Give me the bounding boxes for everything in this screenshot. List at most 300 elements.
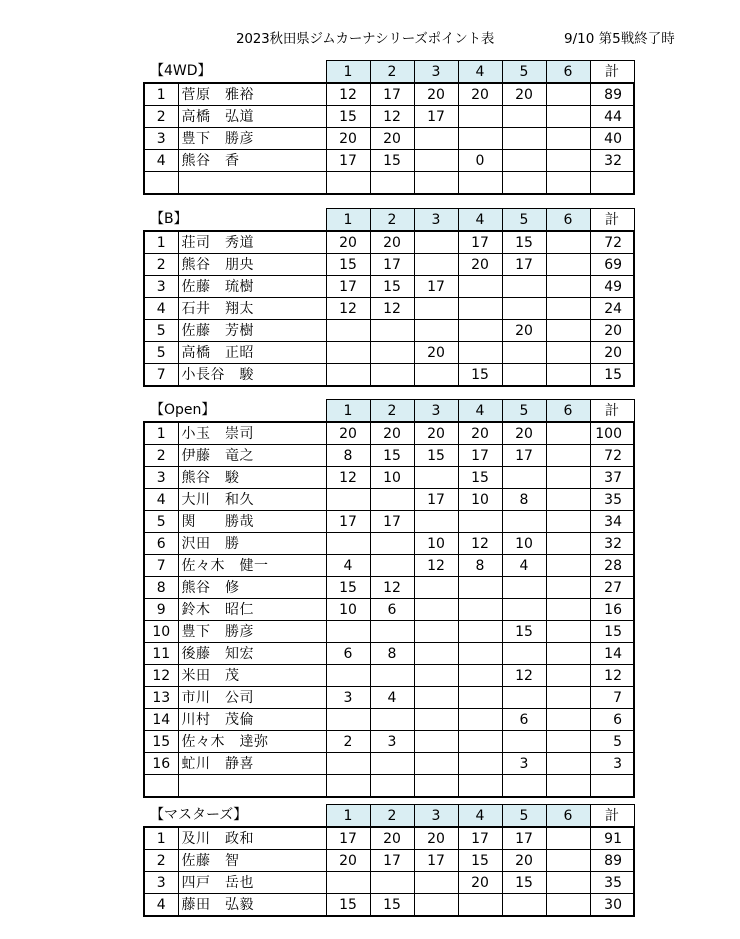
driver-name-cell: 伊藤 竜之 xyxy=(178,445,326,467)
score-cell-round-3: 17 xyxy=(414,106,458,128)
table-header-row xyxy=(144,400,634,423)
score-cell-round-5 xyxy=(502,364,546,387)
driver-name-cell: 石井 翔太 xyxy=(178,298,326,320)
score-cell-round-4 xyxy=(458,621,502,643)
total-cell: 34 xyxy=(590,511,634,533)
score-cell-round-6 xyxy=(546,753,590,775)
score-cell-round-5: 4 xyxy=(502,555,546,577)
score-cell-round-4 xyxy=(458,753,502,775)
score-cell-round-5: 15 xyxy=(502,872,546,894)
table-row xyxy=(144,150,634,172)
rank-cell: 4 xyxy=(144,489,178,511)
score-cell-round-1 xyxy=(326,775,370,798)
score-cell-round-6 xyxy=(546,731,590,753)
column-header-round-4: 4 xyxy=(458,400,502,423)
score-cell-round-6 xyxy=(546,172,590,195)
score-cell-round-5: 17 xyxy=(502,445,546,467)
score-cell-round-4 xyxy=(458,128,502,150)
total-cell: 72 xyxy=(590,231,634,254)
column-header-round-5: 5 xyxy=(502,805,546,828)
rank-cell: 11 xyxy=(144,643,178,665)
rank-cell xyxy=(144,172,178,195)
total-cell: 35 xyxy=(590,489,634,511)
score-cell-round-6 xyxy=(546,643,590,665)
score-cell-round-6 xyxy=(546,687,590,709)
score-cell-round-4: 10 xyxy=(458,489,502,511)
score-cell-round-2 xyxy=(370,342,414,364)
score-cell-round-3: 17 xyxy=(414,489,458,511)
score-cell-round-2 xyxy=(370,709,414,731)
rank-cell: 9 xyxy=(144,599,178,621)
column-header-round-3: 3 xyxy=(414,805,458,828)
rank-cell: 2 xyxy=(144,254,178,276)
score-cell-round-5 xyxy=(502,276,546,298)
score-cell-round-6 xyxy=(546,342,590,364)
score-cell-round-1 xyxy=(326,342,370,364)
score-cell-round-6 xyxy=(546,489,590,511)
score-cell-round-6 xyxy=(546,298,590,320)
column-header-total: 計 xyxy=(590,209,634,232)
total-cell: 6 xyxy=(590,709,634,731)
driver-name-cell: 熊谷 香 xyxy=(178,150,326,172)
score-cell-round-3 xyxy=(414,577,458,599)
score-cell-round-3 xyxy=(414,872,458,894)
score-cell-round-4: 0 xyxy=(458,150,502,172)
table-row xyxy=(144,83,634,106)
rank-cell: 3 xyxy=(144,128,178,150)
rank-cell: 7 xyxy=(144,364,178,387)
table-row xyxy=(144,320,634,342)
score-cell-round-6 xyxy=(546,850,590,872)
score-cell-round-2 xyxy=(370,621,414,643)
score-cell-round-2 xyxy=(370,320,414,342)
score-cell-round-3 xyxy=(414,172,458,195)
table-row xyxy=(144,753,634,775)
total-cell: 14 xyxy=(590,643,634,665)
table-row xyxy=(144,827,634,850)
score-cell-round-4: 20 xyxy=(458,422,502,445)
score-cell-round-3 xyxy=(414,621,458,643)
score-cell-round-5 xyxy=(502,687,546,709)
driver-name-cell: 関 勝哉 xyxy=(178,511,326,533)
score-cell-round-6 xyxy=(546,150,590,172)
driver-name-cell: 高橋 弘道 xyxy=(178,106,326,128)
table-row xyxy=(144,731,634,753)
score-cell-round-3: 17 xyxy=(414,850,458,872)
score-cell-round-1 xyxy=(326,872,370,894)
driver-name-cell: 米田 茂 xyxy=(178,665,326,687)
score-cell-round-5: 20 xyxy=(502,320,546,342)
table-row xyxy=(144,128,634,150)
column-header-round-5: 5 xyxy=(502,400,546,423)
rank-cell: 10 xyxy=(144,621,178,643)
score-cell-round-6 xyxy=(546,827,590,850)
column-header-total: 計 xyxy=(590,61,634,84)
score-cell-round-3 xyxy=(414,150,458,172)
column-header-round-3: 3 xyxy=(414,400,458,423)
table-row xyxy=(144,342,634,364)
section-label: 【B】 xyxy=(144,209,326,232)
score-cell-round-4 xyxy=(458,577,502,599)
score-cell-round-4 xyxy=(458,342,502,364)
score-cell-round-4: 8 xyxy=(458,555,502,577)
total-cell: 32 xyxy=(590,150,634,172)
driver-name-cell xyxy=(178,775,326,798)
rank-cell: 3 xyxy=(144,872,178,894)
table-row xyxy=(144,106,634,128)
table-row xyxy=(144,687,634,709)
table-header-row xyxy=(144,61,634,84)
column-header-round-1: 1 xyxy=(326,805,370,828)
score-cell-round-6 xyxy=(546,511,590,533)
total-cell: 20 xyxy=(590,342,634,364)
score-cell-round-3 xyxy=(414,643,458,665)
table-row xyxy=(144,555,634,577)
score-cell-round-4: 17 xyxy=(458,827,502,850)
total-cell: 15 xyxy=(590,621,634,643)
column-header-round-1: 1 xyxy=(326,209,370,232)
score-cell-round-3: 15 xyxy=(414,445,458,467)
score-cell-round-2: 12 xyxy=(370,298,414,320)
total-cell: 49 xyxy=(590,276,634,298)
total-cell xyxy=(590,172,634,195)
score-cell-round-4 xyxy=(458,298,502,320)
rank-cell: 5 xyxy=(144,320,178,342)
points-table-masters xyxy=(143,804,635,917)
total-cell: 37 xyxy=(590,467,634,489)
driver-name-cell: 虻川 静喜 xyxy=(178,753,326,775)
score-cell-round-6 xyxy=(546,254,590,276)
column-header-round-1: 1 xyxy=(326,61,370,84)
points-table-4wd xyxy=(143,60,635,195)
column-header-round-3: 3 xyxy=(414,209,458,232)
score-cell-round-1: 2 xyxy=(326,731,370,753)
score-cell-round-5 xyxy=(502,150,546,172)
score-cell-round-2: 20 xyxy=(370,128,414,150)
table-row xyxy=(144,231,634,254)
score-cell-round-2: 17 xyxy=(370,850,414,872)
score-cell-round-2: 20 xyxy=(370,422,414,445)
score-cell-round-3 xyxy=(414,731,458,753)
rank-cell: 2 xyxy=(144,445,178,467)
score-cell-round-3: 10 xyxy=(414,533,458,555)
table-header-row xyxy=(144,805,634,828)
score-cell-round-1: 17 xyxy=(326,150,370,172)
rank-cell: 1 xyxy=(144,231,178,254)
column-header-round-6: 6 xyxy=(546,61,590,84)
score-cell-round-4 xyxy=(458,665,502,687)
total-cell: 35 xyxy=(590,872,634,894)
score-cell-round-4 xyxy=(458,894,502,917)
score-cell-round-1: 15 xyxy=(326,577,370,599)
table-row xyxy=(144,511,634,533)
score-cell-round-4: 20 xyxy=(458,254,502,276)
score-cell-round-5 xyxy=(502,643,546,665)
score-cell-round-1: 20 xyxy=(326,422,370,445)
column-header-round-4: 4 xyxy=(458,805,502,828)
score-cell-round-3 xyxy=(414,599,458,621)
score-cell-round-1: 15 xyxy=(326,894,370,917)
score-cell-round-6 xyxy=(546,364,590,387)
driver-name-cell: 大川 和久 xyxy=(178,489,326,511)
score-cell-round-2 xyxy=(370,775,414,798)
rank-cell: 4 xyxy=(144,894,178,917)
score-cell-round-3 xyxy=(414,511,458,533)
score-cell-round-6 xyxy=(546,106,590,128)
score-cell-round-3 xyxy=(414,687,458,709)
driver-name-cell: 熊谷 修 xyxy=(178,577,326,599)
table-row xyxy=(144,872,634,894)
total-cell xyxy=(590,775,634,798)
total-cell: 3 xyxy=(590,753,634,775)
driver-name-cell: 沢田 勝 xyxy=(178,533,326,555)
score-cell-round-1 xyxy=(326,709,370,731)
score-cell-round-1 xyxy=(326,172,370,195)
score-cell-round-5 xyxy=(502,731,546,753)
score-cell-round-3 xyxy=(414,665,458,687)
driver-name-cell: 菅原 雅裕 xyxy=(178,83,326,106)
score-cell-round-6 xyxy=(546,533,590,555)
driver-name-cell: 佐々木 達弥 xyxy=(178,731,326,753)
section-label: 【Open】 xyxy=(144,400,326,423)
score-cell-round-6 xyxy=(546,467,590,489)
section-masters xyxy=(143,804,635,917)
score-cell-round-5: 20 xyxy=(502,422,546,445)
score-cell-round-2: 15 xyxy=(370,276,414,298)
score-cell-round-2 xyxy=(370,753,414,775)
table-row xyxy=(144,599,634,621)
rank-cell: 3 xyxy=(144,276,178,298)
score-cell-round-3: 12 xyxy=(414,555,458,577)
driver-name-cell: 豊下 勝彦 xyxy=(178,128,326,150)
score-cell-round-5: 20 xyxy=(502,850,546,872)
total-cell: 5 xyxy=(590,731,634,753)
column-header-round-2: 2 xyxy=(370,400,414,423)
table-row xyxy=(144,621,634,643)
score-cell-round-5: 17 xyxy=(502,254,546,276)
score-cell-round-5: 20 xyxy=(502,83,546,106)
score-cell-round-6 xyxy=(546,665,590,687)
driver-name-cell: 佐藤 琉樹 xyxy=(178,276,326,298)
table-row xyxy=(144,254,634,276)
driver-name-cell: 熊谷 駿 xyxy=(178,467,326,489)
score-cell-round-3: 20 xyxy=(414,83,458,106)
score-cell-round-1: 6 xyxy=(326,643,370,665)
score-cell-round-2 xyxy=(370,872,414,894)
score-cell-round-4 xyxy=(458,320,502,342)
score-cell-round-1 xyxy=(326,665,370,687)
score-cell-round-1 xyxy=(326,753,370,775)
score-cell-round-3 xyxy=(414,467,458,489)
score-cell-round-6 xyxy=(546,872,590,894)
column-header-round-2: 2 xyxy=(370,209,414,232)
score-cell-round-2: 3 xyxy=(370,731,414,753)
driver-name-cell: 小長谷 駿 xyxy=(178,364,326,387)
score-cell-round-4: 20 xyxy=(458,83,502,106)
page-title: 2023秋田県ジムカーナシリーズポイント表 xyxy=(236,31,495,47)
table-row xyxy=(144,422,634,445)
score-cell-round-2: 17 xyxy=(370,254,414,276)
total-cell: 15 xyxy=(590,364,634,387)
score-cell-round-4 xyxy=(458,775,502,798)
points-table-b xyxy=(143,208,635,387)
score-cell-round-2: 12 xyxy=(370,106,414,128)
score-cell-round-2: 6 xyxy=(370,599,414,621)
score-cell-round-2 xyxy=(370,555,414,577)
score-cell-round-3 xyxy=(414,894,458,917)
rank-cell: 2 xyxy=(144,850,178,872)
total-cell: 20 xyxy=(590,320,634,342)
table-row xyxy=(144,665,634,687)
rank-cell: 13 xyxy=(144,687,178,709)
driver-name-cell: 荘司 秀道 xyxy=(178,231,326,254)
score-cell-round-1: 12 xyxy=(326,298,370,320)
column-header-round-5: 5 xyxy=(502,209,546,232)
table-row xyxy=(144,709,634,731)
score-cell-round-2 xyxy=(370,489,414,511)
score-cell-round-1 xyxy=(326,364,370,387)
score-cell-round-2: 20 xyxy=(370,827,414,850)
rank-cell: 1 xyxy=(144,422,178,445)
score-cell-round-1 xyxy=(326,533,370,555)
rank-cell: 5 xyxy=(144,511,178,533)
score-cell-round-1: 10 xyxy=(326,599,370,621)
score-cell-round-3 xyxy=(414,753,458,775)
column-header-round-6: 6 xyxy=(546,209,590,232)
total-cell: 100 xyxy=(590,422,634,445)
score-cell-round-4 xyxy=(458,599,502,621)
score-cell-round-6 xyxy=(546,231,590,254)
column-header-round-2: 2 xyxy=(370,805,414,828)
total-cell: 69 xyxy=(590,254,634,276)
score-cell-round-2 xyxy=(370,172,414,195)
total-cell: 32 xyxy=(590,533,634,555)
score-cell-round-3 xyxy=(414,298,458,320)
score-cell-round-4 xyxy=(458,276,502,298)
score-cell-round-1: 20 xyxy=(326,850,370,872)
score-cell-round-5 xyxy=(502,894,546,917)
score-cell-round-2: 17 xyxy=(370,511,414,533)
table-row xyxy=(144,364,634,387)
score-cell-round-4: 20 xyxy=(458,872,502,894)
score-cell-round-3: 20 xyxy=(414,342,458,364)
table-row xyxy=(144,533,634,555)
score-cell-round-2: 20 xyxy=(370,231,414,254)
table-row xyxy=(144,775,634,798)
driver-name-cell: 佐藤 芳樹 xyxy=(178,320,326,342)
score-cell-round-4: 17 xyxy=(458,231,502,254)
driver-name-cell: 及川 政和 xyxy=(178,827,326,850)
score-cell-round-5 xyxy=(502,577,546,599)
section-4wd xyxy=(143,60,635,195)
total-cell: 28 xyxy=(590,555,634,577)
score-cell-round-1: 15 xyxy=(326,254,370,276)
score-cell-round-5 xyxy=(502,172,546,195)
column-header-total: 計 xyxy=(590,805,634,828)
score-cell-round-1: 17 xyxy=(326,276,370,298)
score-cell-round-4 xyxy=(458,731,502,753)
total-cell: 24 xyxy=(590,298,634,320)
driver-name-cell: 佐藤 智 xyxy=(178,850,326,872)
table-row xyxy=(144,467,634,489)
total-cell: 89 xyxy=(590,850,634,872)
score-cell-round-5: 15 xyxy=(502,231,546,254)
driver-name-cell: 鈴木 昭仁 xyxy=(178,599,326,621)
score-cell-round-6 xyxy=(546,422,590,445)
rank-cell: 12 xyxy=(144,665,178,687)
score-cell-round-2: 15 xyxy=(370,894,414,917)
rank-cell: 16 xyxy=(144,753,178,775)
score-cell-round-5 xyxy=(502,298,546,320)
score-cell-round-1: 17 xyxy=(326,511,370,533)
driver-name-cell: 熊谷 朋央 xyxy=(178,254,326,276)
driver-name-cell: 後藤 知宏 xyxy=(178,643,326,665)
total-cell: 40 xyxy=(590,128,634,150)
column-header-round-6: 6 xyxy=(546,400,590,423)
driver-name-cell: 豊下 勝彦 xyxy=(178,621,326,643)
score-cell-round-4 xyxy=(458,106,502,128)
score-cell-round-5 xyxy=(502,342,546,364)
score-cell-round-4: 17 xyxy=(458,445,502,467)
score-cell-round-6 xyxy=(546,83,590,106)
score-cell-round-5: 15 xyxy=(502,621,546,643)
section-label: 【マスターズ】 xyxy=(144,805,326,828)
rank-cell: 6 xyxy=(144,533,178,555)
score-cell-round-5: 12 xyxy=(502,665,546,687)
score-cell-round-3 xyxy=(414,364,458,387)
table-row xyxy=(144,850,634,872)
table-row xyxy=(144,445,634,467)
section-open xyxy=(143,399,635,798)
column-header-round-4: 4 xyxy=(458,61,502,84)
driver-name-cell: 市川 公司 xyxy=(178,687,326,709)
score-cell-round-5 xyxy=(502,467,546,489)
score-cell-round-3: 17 xyxy=(414,276,458,298)
table-header-row xyxy=(144,209,634,232)
driver-name-cell: 川村 茂倫 xyxy=(178,709,326,731)
score-cell-round-3 xyxy=(414,231,458,254)
column-header-total: 計 xyxy=(590,400,634,423)
table-row xyxy=(144,643,634,665)
score-cell-round-5 xyxy=(502,511,546,533)
score-cell-round-5: 6 xyxy=(502,709,546,731)
score-cell-round-1: 15 xyxy=(326,106,370,128)
driver-name-cell: 高橋 正昭 xyxy=(178,342,326,364)
rank-cell xyxy=(144,775,178,798)
score-cell-round-2: 15 xyxy=(370,445,414,467)
score-cell-round-4 xyxy=(458,643,502,665)
score-cell-round-6 xyxy=(546,709,590,731)
table-row xyxy=(144,276,634,298)
score-cell-round-2: 10 xyxy=(370,467,414,489)
table-row xyxy=(144,298,634,320)
score-cell-round-4: 15 xyxy=(458,467,502,489)
driver-name-cell: 小玉 崇司 xyxy=(178,422,326,445)
score-cell-round-5 xyxy=(502,599,546,621)
total-cell: 12 xyxy=(590,665,634,687)
score-cell-round-5: 8 xyxy=(502,489,546,511)
section-label: 【4WD】 xyxy=(144,61,326,84)
score-cell-round-4 xyxy=(458,709,502,731)
total-cell: 27 xyxy=(590,577,634,599)
points-table-open xyxy=(143,399,635,798)
score-cell-round-6 xyxy=(546,621,590,643)
score-cell-round-3: 20 xyxy=(414,422,458,445)
score-cell-round-3: 20 xyxy=(414,827,458,850)
driver-name-cell: 藤田 弘毅 xyxy=(178,894,326,917)
score-cell-round-3 xyxy=(414,709,458,731)
score-cell-round-6 xyxy=(546,599,590,621)
